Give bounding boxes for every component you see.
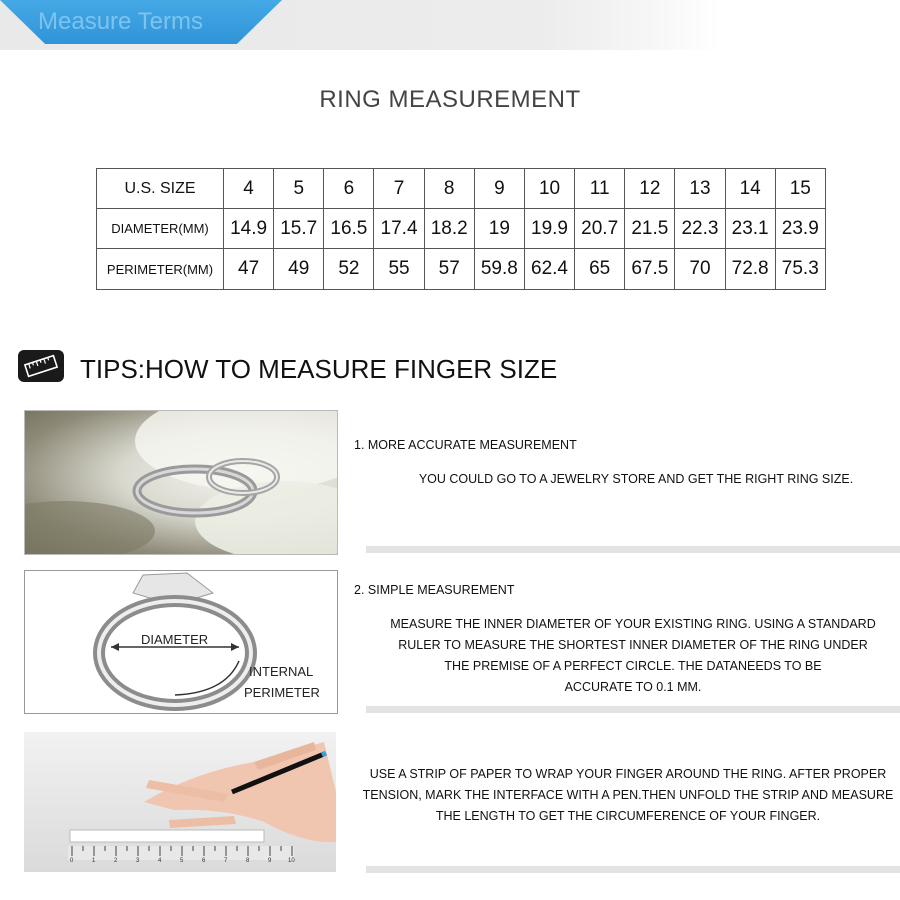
table-cell: 5 [274, 169, 324, 209]
divider [366, 546, 900, 553]
table-cell: 72.8 [725, 249, 775, 290]
table-cell: 17.4 [374, 209, 424, 249]
ring-size-table [96, 168, 826, 290]
table-cell: 22.3 [675, 209, 725, 249]
table-cell: 20.7 [575, 209, 625, 249]
row-label: PERIMETER(MM) [97, 249, 224, 290]
table-cell: 14.9 [224, 209, 274, 249]
table-cell: 15 [775, 169, 825, 209]
tip-line: THE PREMISE OF A PERFECT CIRCLE. THE DATANEEDS TO BE [444, 659, 822, 673]
tip-line: ACCURATE TO 0.1 MM. [564, 680, 702, 694]
table-cell: 9 [474, 169, 524, 209]
table-cell: 65 [575, 249, 625, 290]
ruler-tick: 0 [70, 858, 74, 864]
table-cell: 15.7 [274, 209, 324, 249]
page-title: RING MEASUREMENT [319, 86, 581, 113]
tips-title: TIPS:HOW TO MEASURE FINGER SIZE [80, 354, 558, 384]
table-cell: 52 [324, 249, 374, 290]
table-row-us-size [97, 169, 826, 209]
divider [366, 866, 900, 873]
perimeter-label: PERIMETER [244, 685, 320, 700]
ring-diagram [24, 570, 338, 714]
table-cell: 14 [725, 169, 775, 209]
table-cell: 7 [374, 169, 424, 209]
ruler-tick-labels [24, 858, 336, 870]
ruler-tick: 6 [202, 858, 206, 864]
table-cell: 19.9 [524, 209, 574, 249]
tip-line: THE LENGTH TO GET THE CIRCUMFERENCE OF YOUR FINGER. [435, 809, 821, 823]
rings-photo [24, 410, 338, 555]
row-label: DIAMETER(MM) [97, 209, 224, 249]
table-cell: 13 [675, 169, 725, 209]
tip-line: RULER TO MEASURE THE SHORTEST INNER DIAMETER OF THE RING UNDER [398, 638, 868, 652]
table-cell: 19 [474, 209, 524, 249]
ruler-icon [18, 350, 64, 382]
ruler-tick: 3 [136, 858, 140, 864]
table-cell: 12 [625, 169, 675, 209]
table-cell: 57 [424, 249, 474, 290]
table-cell: 8 [424, 169, 474, 209]
hand-measure-photo [24, 732, 336, 872]
table-cell: 23.9 [775, 209, 825, 249]
table-cell: 4 [224, 169, 274, 209]
table-cell: 55 [374, 249, 424, 290]
table-cell: 6 [324, 169, 374, 209]
ruler-tick: 4 [158, 858, 162, 864]
ruler-tick: 1 [92, 858, 96, 864]
table-row-diameter [97, 209, 826, 249]
table-row-perimeter [97, 249, 826, 290]
internal-label: INTERNAL [249, 664, 314, 679]
ruler-tick: 10 [288, 858, 295, 864]
tip-line: YOU COULD GO TO A JEWELRY STORE AND GET THE RIGHT RING SIZE. [418, 472, 854, 486]
table-cell: 10 [524, 169, 574, 209]
ruler-tick: 8 [246, 858, 250, 864]
table-cell: 75.3 [775, 249, 825, 290]
ruler-tick: 9 [268, 858, 272, 864]
diameter-label: DIAMETER [141, 632, 209, 647]
table-cell: 18.2 [424, 209, 474, 249]
table-cell: 59.8 [474, 249, 524, 290]
ruler-tick: 7 [224, 858, 228, 864]
table-cell: 11 [575, 169, 625, 209]
row-label: U.S. SIZE [97, 169, 224, 209]
table-cell: 21.5 [625, 209, 675, 249]
tip-line: MEASURE THE INNER DIAMETER OF YOUR EXISTING RING. USING A STANDARD [390, 617, 876, 631]
tip-line: USE A STRIP OF PAPER TO WRAP YOUR FINGER AROUND THE RING. AFTER PROPER [369, 767, 887, 781]
tip-2-heading: 2. SIMPLE MEASUREMENT [354, 583, 515, 597]
ruler-tick: 5 [180, 858, 184, 864]
tip-line: TENSION, MARK THE INTERFACE WITH A PEN.THEN UNFOLD THE STRIP AND MEASURE [362, 788, 894, 802]
table-cell: 23.1 [725, 209, 775, 249]
table-cell: 47 [224, 249, 274, 290]
table-cell: 16.5 [324, 209, 374, 249]
ruler-tick: 2 [114, 858, 118, 864]
header-tab-label: Measure Terms [38, 8, 203, 35]
tip-1-heading: 1. MORE ACCURATE MEASUREMENT [354, 438, 577, 452]
table-cell: 67.5 [625, 249, 675, 290]
divider [366, 706, 900, 713]
tip-1-body [366, 469, 900, 490]
table-cell: 70 [675, 249, 725, 290]
table-cell: 62.4 [524, 249, 574, 290]
tip-2-body [366, 614, 900, 698]
tip-3-body [358, 764, 898, 827]
table-cell: 49 [274, 249, 324, 290]
